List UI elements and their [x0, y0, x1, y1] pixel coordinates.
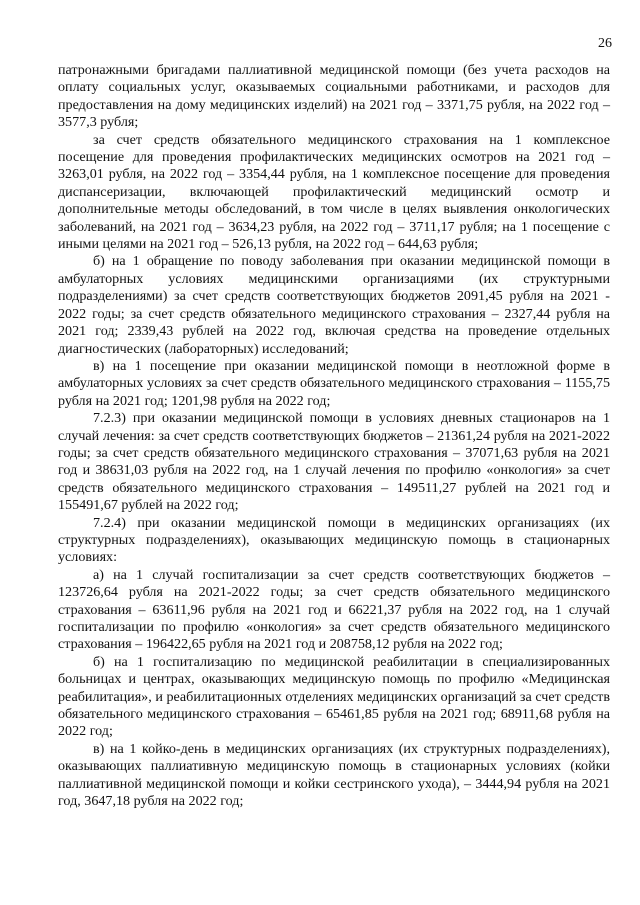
paragraph-9: в) на 1 койко-день в медицинских организациях (их структурных подразделениях), оказывающих паллиативную медицинскую помощь в стационарных условиях (койки паллиативной медицинской помощи и койки сестринского ухода), – 3444,94 рубля на 2021 год, 3647,18 рубля на 2022 год;	[58, 740, 610, 810]
paragraph-8: б) на 1 госпитализацию по медицинской реабилитации в специализированных больницах и центрах, оказывающих медицинскую помощь по профилю «Медицинская реабилитация», и реабилитационных отделениях медицинских организаций за счет средств обязательного медицинского страхования – 65461,85 рубля на 2021 год; 68911,68 рубля на 2022 год;	[58, 653, 610, 740]
paragraph-5: 7.2.3) при оказании медицинской помощи в условиях дневных стационаров на 1 случай лечения: за счет средств соответствующих бюджетов – 21361,24 рубля на 2021-2022 годы; за счет средств обязательного медицинского страхования – 37071,63 рубля на 2021 год и 38631,03 рубля на 2022 год, на 1 случай лечения по профилю «онкология» за счет средств обязательного медицинского страхования – 149511,27 рублей на 2021 год и 155491,67 рублей на 2022 год;	[58, 410, 610, 514]
paragraph-2: за счет средств обязательного медицинского страхования на 1 комплексное посещение для проведения профилактических медицинских осмотров на 2021 год – 3263,01 рубля, на 2022 год – 3354,44 рубля, на 1 комплексное посещение для проведения диспансеризации, включающей профилактический медицинский осмотр и дополнительные методы обследований, в том числе в целях выявления онкологических заболеваний, на 2021 год – 3634,23 рубля, на 2022 год – 3711,17 рубля; на 1 посещение с иными целями на 2021 год – 526,13 рубля, на 2022 год – 644,63 рубля;	[58, 131, 610, 253]
page-number: 26	[598, 36, 612, 51]
paragraph-7: а) на 1 случай госпитализации за счет средств соответствующих бюджетов – 123726,64 рубля на 2021-2022 годы; за счет средств обязательного медицинского страхования – 63611,96 рубля на 2021 год и 66221,37 рубля на 2022 год, на 1 случай госпитализации по профилю «онкология» за счет средств обязательного медицинского страхования – 196422,65 рубля на 2021 год и 208758,12 рубля на 2022 год;	[58, 566, 610, 653]
paragraph-4: в) на 1 посещение при оказании медицинской помощи в неотложной форме в амбулаторных условиях за счет средств обязательного медицинского страхования – 1155,75 рубля на 2021 год; 1201,98 рубля на 2022 год;	[58, 357, 610, 409]
paragraph-3: б) на 1 обращение по поводу заболевания при оказании медицинской помощи в амбулаторных условиях медицинскими организациями (их структурными подразделениями) за счет средств соответствующих бюджетов 2091,45 рубля на 2021 - 2022 годы; за счет средств обязательного медицинского страхования – 2327,44 рубля на 2021 год; 2339,43 рублей на 2022 год, включая средства на проведение отдельных диагностических (лабораторных) исследований;	[58, 253, 610, 357]
paragraph-6: 7.2.4) при оказании медицинской помощи в медицинских организациях (их структурных подразделениях), оказывающих медицинскую помощь в стационарных условиях:	[58, 514, 610, 566]
paragraph-1: патронажными бригадами паллиативной медицинской помощи (без учета расходов на оплату социальных услуг, оказываемых социальными работниками, и расходов для предоставления на дому медицинских изделий) на 2021 год – 3371,75 рубля, на 2022 год – 3577,3 рубля;	[58, 62, 610, 131]
document-body	[58, 62, 610, 810]
